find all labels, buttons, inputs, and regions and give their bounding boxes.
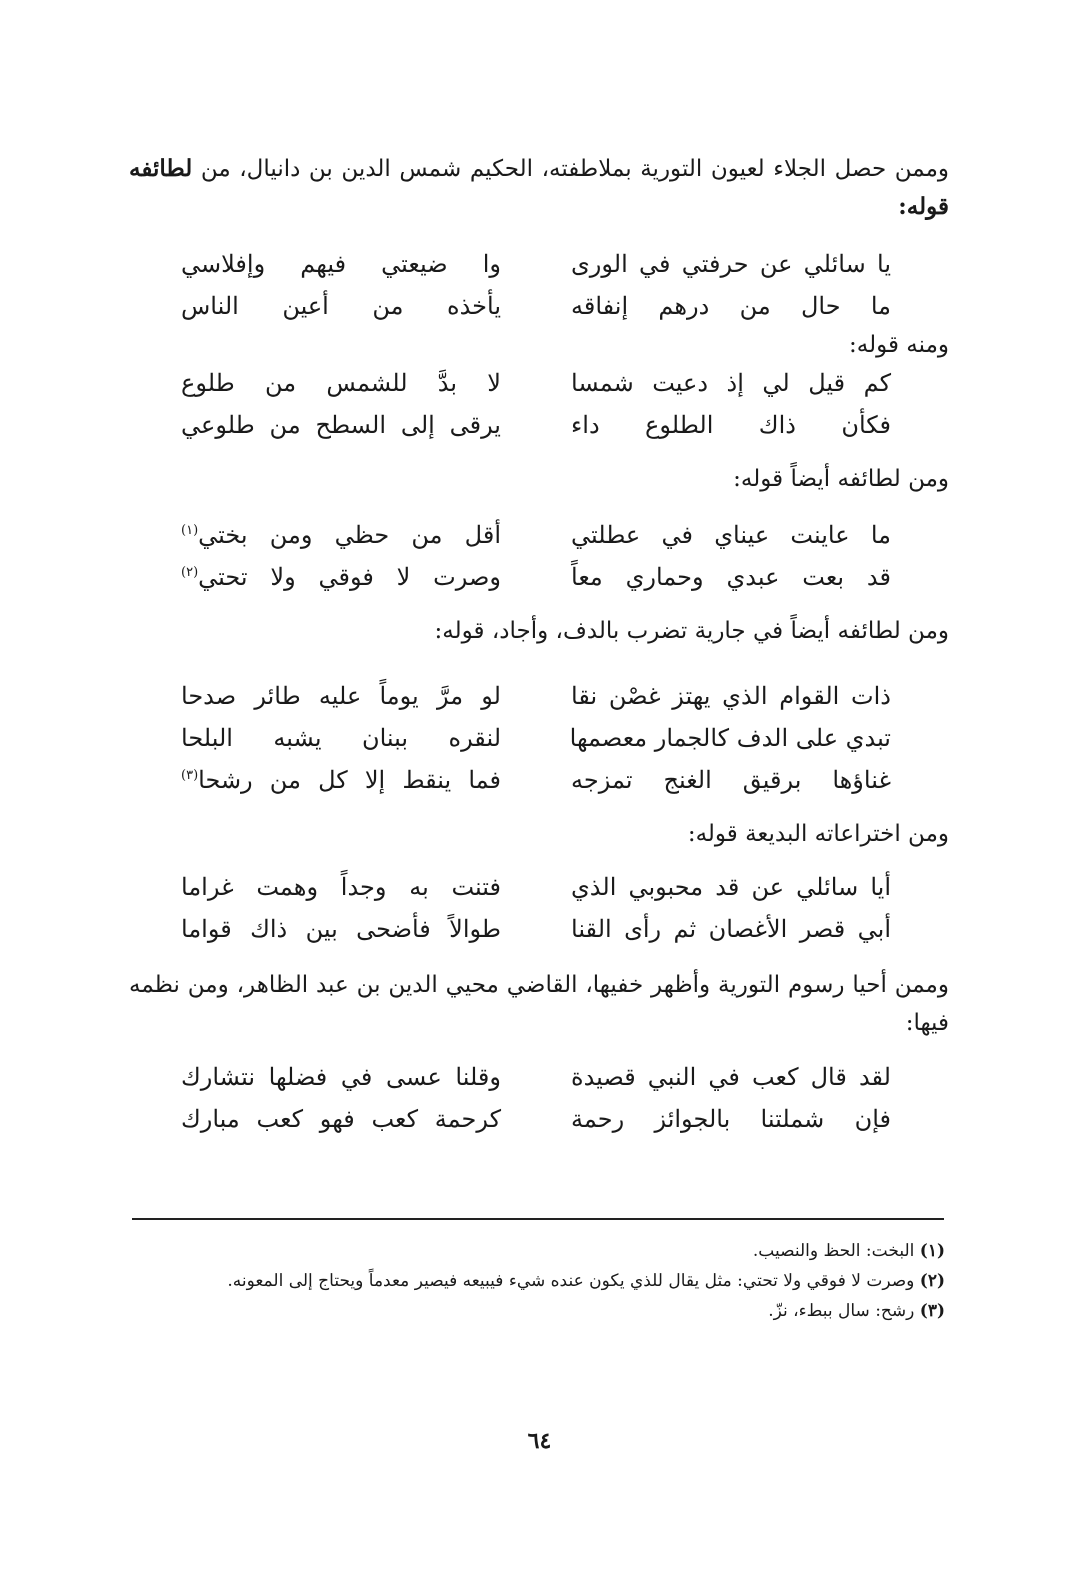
hemistich-text: وصرت لا فوقي ولا تحتي (198, 563, 501, 591)
second-hemistich: لنقره ببنان يشبه البلحا (181, 724, 501, 752)
first-hemistich: تبدي على الدف كالجمار معصمها (569, 724, 891, 752)
verse (181, 675, 891, 717)
poem-2 (181, 362, 891, 446)
footnote-text: البخت: الحظ والنصيب. (752, 1241, 915, 1261)
verse (181, 514, 891, 556)
verse (181, 866, 891, 908)
intro-paragraph (129, 150, 949, 226)
hemistich-text: فما ينقط إلا كل من رشحا (198, 766, 501, 794)
poem-4 (181, 675, 891, 801)
first-hemistich: يا سائلي عن حرفتي في الورى (571, 250, 891, 278)
footnote-text: وصرت لا فوقي ولا تحتي: مثل يقال للذي يكون عنده شيء فيبيعه فيصير معدماً ويحتاج إلى المعونه. (227, 1271, 915, 1291)
second-hemistich: فتنت به وجداً وهمت غراما (181, 873, 501, 901)
verse (181, 404, 891, 446)
footnote-divider (132, 1218, 944, 1220)
section-heading: ومن اختراعاته البديعة قوله: (687, 821, 949, 847)
paragraph: وممن أحيا رسوم التورية وأظهر خفيها، القاضي محيي الدين بن عبد الظاهر، ومن نظمه فيها: (129, 972, 949, 1036)
verse (181, 1056, 891, 1098)
second-hemistich (181, 759, 501, 801)
poem-5 (181, 866, 891, 950)
second-hemistich (181, 556, 501, 598)
first-hemistich: أيا سائلي عن قد محبوبي الذي (571, 873, 891, 901)
second-hemistich: وقلنا عسى في فضلها نتشارك (181, 1063, 501, 1091)
second-hemistich: طوالاً فأضحى بين ذاك قواما (181, 915, 501, 943)
intro-text: وممن حصل الجلاء لعيون التورية بملاطفته، الحكيم شمس الدين بن دانيال، من (200, 156, 949, 182)
first-hemistich: فإن شملتنا بالجوائز رحمة (571, 1105, 891, 1133)
first-hemistich: لقد قال كعب في النبي قصيدة (571, 1063, 891, 1091)
first-hemistich: أبي قصر الأغصان ثم رأى القنا (571, 915, 891, 943)
second-hemistich: كرحمة كعب فهو كعب مبارك (181, 1105, 501, 1133)
footnote (133, 1236, 945, 1266)
footnotes (133, 1236, 945, 1326)
verse (181, 243, 891, 285)
verse (181, 908, 891, 950)
verse (181, 1098, 891, 1140)
section-heading: ومن لطائفه أيضاً قوله: (733, 466, 949, 492)
first-hemistich: ما عاينت عيناي في عطلتي (571, 521, 891, 549)
hemistich-text: أقل من حظي ومن بختي (198, 521, 501, 549)
section-heading: ومنه قوله: (849, 332, 949, 358)
second-hemistich: لو مرَّ يوماً عليه طائر صدحا (181, 682, 501, 710)
poem-6 (181, 1056, 891, 1140)
footnote (133, 1266, 945, 1296)
verse (181, 362, 891, 404)
second-hemistich (181, 514, 501, 556)
poem-1 (181, 243, 891, 327)
second-hemistich: يرقى إلى السطح من طلوعي (181, 411, 501, 439)
second-hemistich: وا ضيعتي فيهم وإفلاسي (181, 250, 501, 278)
footnote-number: (٣) (919, 1301, 945, 1321)
footnote-marker: (٢) (181, 565, 199, 580)
intro-bold-tail: لطائفه قوله: (129, 155, 949, 220)
first-hemistich: ذات القوام الذي يهتز غصْن نقا (571, 682, 891, 710)
second-hemistich: لا بدَّ للشمس من طلوع (181, 369, 501, 397)
first-hemistich: فكأن ذاك الطلوع داء (571, 411, 891, 439)
first-hemistich: قد بعت عبدي وحماري معاً (571, 563, 891, 591)
section-heading: ومن لطائفه أيضاً في جارية تضرب بالدف، وأجاد، قوله: (434, 618, 949, 644)
poem-3 (181, 514, 891, 598)
verse (181, 759, 891, 801)
verse (181, 717, 891, 759)
verse (181, 556, 891, 598)
footnote-number: (٢) (919, 1271, 945, 1291)
first-hemistich: كم قيل لي إذ دعيت شمسا (571, 369, 891, 397)
first-hemistich: ما حال من درهم إنفاقه (571, 292, 891, 320)
page-number: ٦٤ (527, 1428, 552, 1454)
first-hemistich: غناؤها برقيق الغنج تمزجه (571, 766, 891, 794)
footnote (133, 1296, 945, 1326)
footnote-marker: (٣) (181, 768, 199, 783)
footnote-number: (١) (919, 1241, 945, 1261)
verse (181, 285, 891, 327)
footnote-text: رشح: سال ببطء، نزّ. (768, 1301, 915, 1321)
second-hemistich: يأخذه من أعين الناس (181, 292, 501, 320)
footnote-marker: (١) (181, 523, 199, 538)
